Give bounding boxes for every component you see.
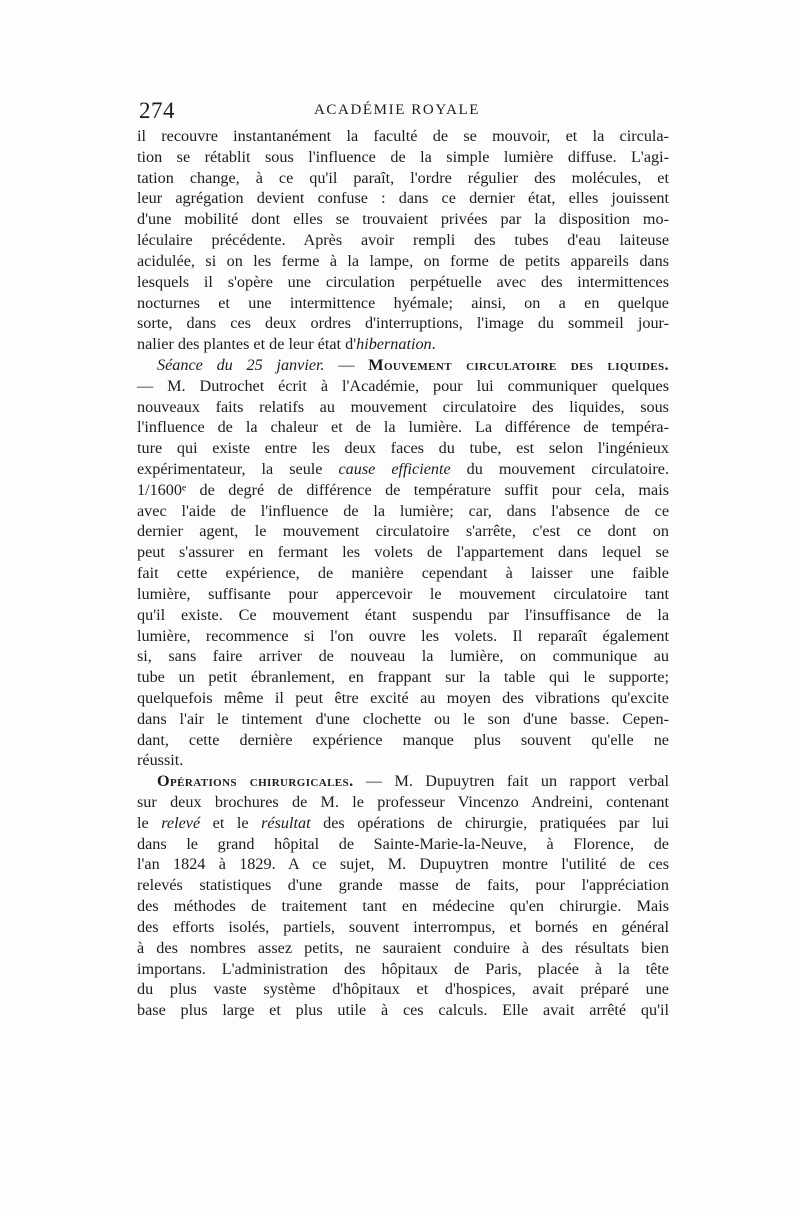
text-run: expérimentateur, la seule [137,460,339,478]
text-line: l'influence de la chaleur et de la lumière. La différence de tempéra- [137,418,669,437]
text-line [137,334,669,355]
text-line: lesquels il s'opère une circulation perpétuelle avec des intermittences [137,272,669,291]
text-line: lumière, recommence si l'on ouvre les volets. Il reparaît également [137,626,669,645]
text-run: des opérations de chirurgie, pratiquées par lui [310,813,670,832]
section-title: Mouvement circulatoire des liquides. [368,355,669,374]
text-run: nalier des plantes et de leur état d' [137,335,357,354]
italic-term: cause efficiente [338,460,451,478]
text-line: leur agrégation devient confuse : dans ce dernier état, elles jouissent [137,189,669,208]
text-line: dernier agent, le mouvement circulatoire s'arrête, c'est ce dont on [137,522,669,541]
text-line: peut s'assurer en fermant les volets de l'appartement dans lequel se [137,543,669,562]
italic-term: relevé [161,813,201,832]
text-line: avec l'aide de l'influence de la lumière; car, dans l'absence de ce [137,501,669,520]
italic-term: résultat [261,813,311,832]
section-title: Opérations chirurgicales. [157,772,354,791]
text-line [137,813,669,834]
section-heading-line [137,355,669,376]
paragraph-operations-chirurgicales [137,771,669,1021]
body-text [137,126,669,1021]
text-line: des efforts isolés, partiels, souvent interrompus, et bornés en général [137,917,669,936]
text-line: qu'il existe. Ce mouvement étant suspendu par l'insuffisance de la [137,605,669,624]
text-run: . [431,335,436,354]
text-line: il recouvre instantanément la faculté de se mouvoir, et la circula- [137,127,669,145]
text-line: d'une mobilité dont elles se trouvaient privées par la disposition mo- [137,210,669,229]
text-line: nocturnes et une intermittence hyémale; ainsi, on a en quelque [137,293,669,312]
text-run: et le [200,813,262,832]
text-line: sur deux brochures de M. le professeur Vincenzo Andreini, contenant [137,793,669,811]
italic-term: hibernation [356,335,432,354]
text-line: du plus vaste système d'hôpitaux et d'hospices, avait préparé une [137,980,669,999]
text-line: tube un petit ébranlement, en frappant sur la table qui le supporte; [137,668,669,687]
text-run: le [137,813,162,832]
text-line: tation change, à ce qu'il paraît, l'ordre régulier des molécules, et [137,168,669,187]
text-line: dant, cette dernière expérience manque plus souvent qu'elle ne [137,730,669,749]
text-run: — [324,355,369,374]
section-heading-line [137,771,669,792]
paragraph-hibernation [137,126,669,355]
text-line: nouveaux faits relatifs au mouvement circulatoire des liquides, sous [137,397,669,416]
text-line: base plus large et plus utile à ces calculs. Elle avait arrêté qu'il [137,1001,669,1020]
text-run: — M. Dupuytren fait un rapport verbal [353,772,669,791]
text-line: si, sans faire arriver de nouveau la lumière, on communique au [137,647,669,666]
text-line: quelquefois même il peut être excité au moyen des vibrations qu'excite [137,688,669,707]
text-line: importans. L'administration des hôpitaux de Paris, placée à la tête [137,959,669,978]
text-line: — M. Dutrochet écrit à l'Académie, pour lui communiquer quelques [137,376,669,395]
text-line: des méthodes de traitement tant en médecine qu'en chirurgie. Mais [137,897,669,916]
text-run: du mouvement circulatoire. [450,460,669,478]
running-head: ACADÉMIE ROYALE [314,102,481,118]
text-line: 1/1600ᵉ de degré de différence de température suffit pour cela, mais [137,480,669,499]
text-line: lumière, suffisante pour appercevoir le mouvement circulatoire tant [137,584,669,603]
text-line: relevés statistiques d'une grande masse de faits, pour l'appréciation [137,876,669,895]
text-line: réussit. [137,751,184,770]
text-line: dans l'air le tintement d'une clochette ou le son d'une basse. Cepen- [137,709,669,728]
text-line: léculaire précédente. Après avoir rempli des tubes d'eau laiteuse [137,231,669,250]
text-line: acidulée, si on les ferme à la lampe, on forme de petits appareils dans [137,251,669,270]
text-line: tion se rétablit sous l'influence de la simple lumière diffuse. L'agi- [137,147,669,166]
seance-date: Séance du 25 janvier. [157,355,325,374]
page-number: 274 [139,98,175,123]
text-line: sorte, dans ces deux ordres d'interruptions, l'image du sommeil jour- [137,314,669,333]
page-header [139,98,667,126]
paragraph-mouvement-circulatoire [137,355,669,771]
text-line: fait cette expérience, de manière cependant à laisser une faible [137,564,669,583]
text-line: ture qui existe entre les deux faces du tube, est selon l'ingénieux [137,439,669,458]
text-line: à des nombres assez petits, ne sauraient conduire à des résultats bien [137,938,669,957]
text-line: dans le grand hôpital de Sainte-Marie-la-Neuve, à Florence, de [137,834,669,853]
text-line [137,459,669,480]
text-line: l'an 1824 à 1829. A ce sujet, M. Dupuytren montre l'utilité de ces [137,855,669,874]
